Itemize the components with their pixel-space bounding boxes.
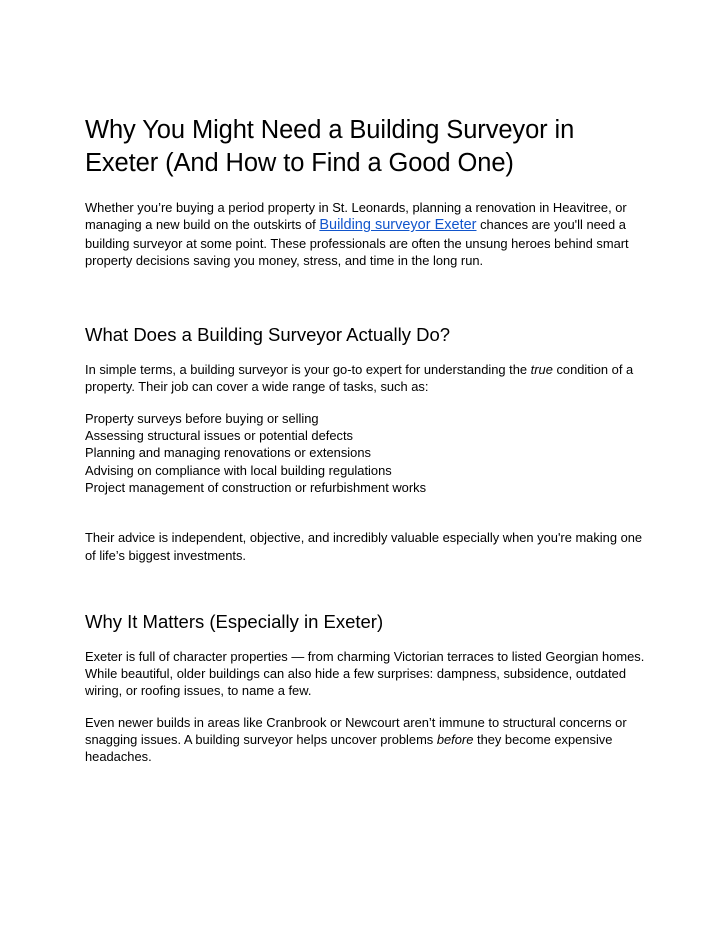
task-item: Planning and managing renovations or extensions bbox=[85, 445, 371, 461]
intro-paragraph bbox=[85, 199, 645, 269]
task-item: Property surveys before buying or selling bbox=[85, 410, 319, 426]
section1-emphasis: true bbox=[530, 362, 553, 378]
section1-text-before: In simple terms, a building surveyor is your go-to expert for understanding the bbox=[85, 362, 531, 378]
section2-text-after: they become expensive headaches. bbox=[85, 732, 613, 765]
task-item: Advising on compliance with local building regulations bbox=[85, 462, 392, 478]
section2-paragraph-2 bbox=[85, 714, 645, 766]
tasks-list bbox=[85, 410, 645, 496]
task-item: Assessing structural issues or potential defects bbox=[85, 428, 353, 444]
section2-paragraph-1: Exeter is full of character properties — from charming Victorian terraces to listed Georgian homes. While beautiful, older buildings can also hide a few surprises: dampness, subsidence, outdated wiring, or roofing issues, to name a few. bbox=[85, 648, 645, 699]
section2-text-before: Even newer builds in areas like Cranbrook or Newcourt aren’t immune to structural concerns or snagging issues. A building surveyor helps uncover problems bbox=[85, 714, 627, 748]
section2-emphasis: before bbox=[436, 732, 474, 748]
section1-paragraph bbox=[85, 361, 645, 396]
intro-text-after: chances are you'll need a building surveyor at some point. These professionals are often the unsung heroes behind smart property decisions saving you money, stress, and time in the long run. bbox=[85, 217, 629, 268]
section1-closing-paragraph: Their advice is independent, objective, and incredibly valuable especially when you're making one of life’s biggest investments. bbox=[85, 530, 643, 563]
section-heading-why-it-matters: Why It Matters (Especially in Exeter) bbox=[85, 610, 384, 632]
task-item: Project management of construction or refurbishment works bbox=[85, 479, 427, 495]
section-heading-what-does: What Does a Building Surveyor Actually Do? bbox=[85, 324, 451, 346]
building-surveyor-exeter-link[interactable]: Building surveyor Exeter bbox=[319, 217, 477, 234]
section1-text-after: condition of a property. Their job can cover a wide range of tasks, such as: bbox=[85, 362, 634, 395]
intro-text-before: Whether you’re buying a period property in St. Leonards, planning a renovation in Heavitree, or managing a new build on the outskirts of bbox=[85, 200, 627, 233]
page-title: Why You Might Need a Building Surveyor in Exeter (And How to Find a Good One) bbox=[85, 116, 575, 177]
document-page bbox=[85, 114, 645, 766]
